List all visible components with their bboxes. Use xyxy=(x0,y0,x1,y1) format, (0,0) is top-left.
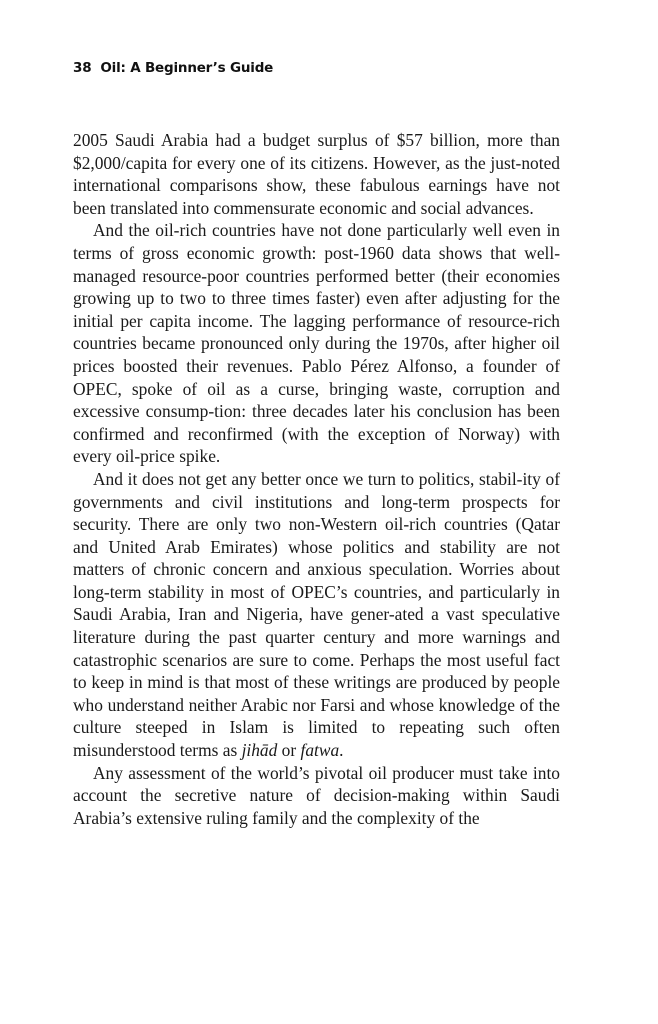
paragraph-budget-surplus: 2005 Saudi Arabia had a budget surplus of $57 billion, more than $2,000/capita for every one of its citizens. However, as the just-noted international comparisons show, these fabulous earnings have not been translated into commensurate economic and social advances. xyxy=(73,130,560,218)
running-head xyxy=(73,60,273,76)
body-text xyxy=(73,129,560,829)
term-jihad: jihād xyxy=(241,740,278,761)
book-title: Oil: A Beginner’s Guide xyxy=(100,60,274,76)
paragraph-assessment: Any assessment of the world’s pivotal oil producer must take into account the secretive nature of decision-making within Saudi Arabia’s extensive ruling family and the complexity of the xyxy=(73,762,560,828)
page-number: 38 xyxy=(73,60,92,76)
paragraph-politics-text: And it does not get any better once we turn to politics, stabil-ity of governments and civil institutions and long-term prospects for security. There are only two non-Western oil-rich countries (Qatar and United Arab Emirates) whose politics and stability are not matters of chronic concern and anxious speculation. Worries about long-term stability in most of OPEC’s countries, and particularly in Saudi Arabia, Iran and Nigeria, have gener-ated a vast speculative literature during the past quarter century and more warnings and catastrophic scenarios are sure to come. Perhaps the most useful fact to keep in mind is that most of these writings are produced by people who understand neither Arabic nor Farsi and whose knowledge of the culture steeped in Islam is limited to repeating such often misunderstood terms as xyxy=(73,468,560,761)
paragraph-economic-growth: And the oil-rich countries have not done particularly well even in terms of gross economic growth: post-1960 data shows that well-managed resource-poor countries performed better (their economies growing up to two to three times faster) even after adjusting for the initial per capita income. The lagging performance of resource-rich countries became pronounced only during the 1970s, after higher oil prices boosted their revenues. Pablo Pérez Alfonso, a founder of OPEC, spoke of oil as a curse, bringing waste, corruption and excessive consump-tion: three decades later his conclusion has been confirmed and reconfirmed (with the exception of Norway) with every oil-price spike. xyxy=(73,220,560,467)
paragraph-politics-end: . xyxy=(339,740,344,761)
term-fatwa: fatwa xyxy=(300,740,340,761)
paragraph-politics-stability xyxy=(73,468,560,762)
paragraph-politics-conjunction: or xyxy=(277,740,301,761)
